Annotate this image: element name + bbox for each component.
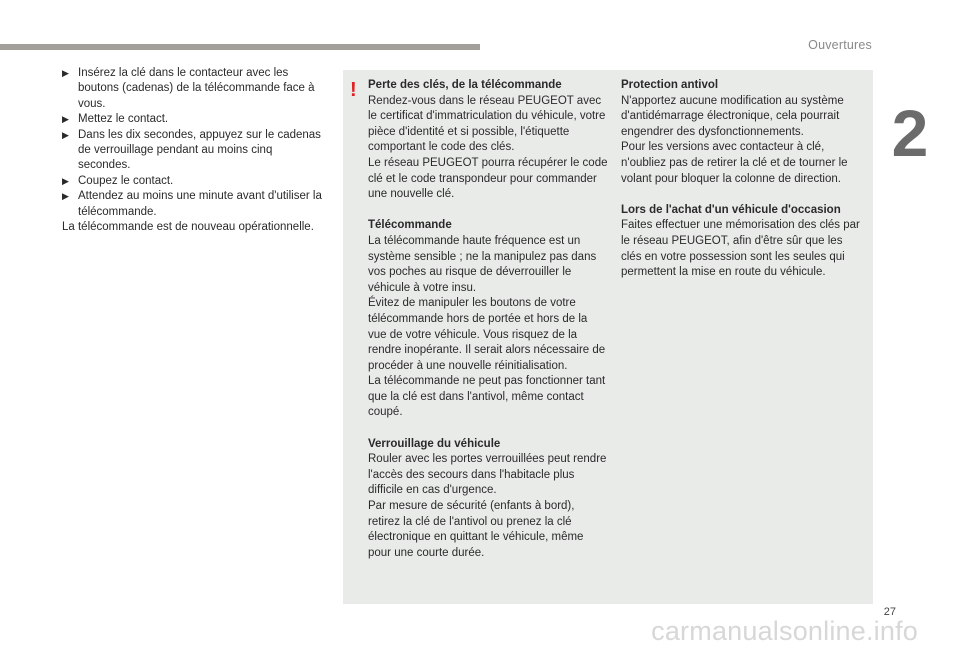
arrow-bullet-icon: ▶	[62, 68, 69, 78]
arrow-bullet-icon: ▶	[62, 191, 69, 202]
note-vehicle-locking	[368, 437, 608, 562]
chapter-number: 2	[891, 96, 929, 170]
note-heading: Perte des clés, de la télécommande	[368, 79, 562, 91]
arrow-bullet-icon: ▶	[62, 129, 69, 140]
step-text: Attendez au moins une minute avant d'utiliser la télécommande.	[78, 190, 322, 218]
note-heading: Télécommande	[368, 219, 452, 232]
note-anti-theft	[621, 78, 861, 187]
note-used-vehicle	[621, 203, 861, 281]
step-text: Dans les dix secondes, appuyez sur le cadenas de verrouillage pendant au moins cinq secondes.	[78, 128, 321, 172]
step-text: Insérez la clé dans le contacteur avec les boutons (cadenas) de la télécommande face à vous.	[78, 67, 315, 110]
note-body: Rendez-vous dans le réseau PEUGEOT avec le certificat d'immatriculation du véhicule, votre pièce d'identité et si possible, l'étiquette comportant le code des clés. Le réseau PEUGEOT pourra récupérer le code clé et le code transpondeur pour commander une nouvelle clé.	[368, 94, 608, 201]
note-heading: Verrouillage du véhicule	[368, 437, 501, 450]
page-number: 27	[883, 606, 896, 618]
note-body: La télécommande haute fréquence est un système sensible ; ne la manipulez pas dans vos poches au risque de déverrouiller le véhicule à votre insu. Évitez de manipuler les boutons de votre télécommande hors de portée et hors de la vue de votre véhicule. Vous risquez de la rendre inopérante. Il serait alors nécessaire de procéder à une nouvelle réinitialisation. La télécommande ne peut pas fonctionner tant que la clé est dans l'antivol, même contact coupé.	[368, 234, 606, 419]
header-rule	[0, 44, 480, 50]
arrow-bullet-icon: ▶	[62, 114, 69, 125]
note-lost-keys	[368, 78, 608, 203]
procedure-step	[62, 128, 324, 174]
procedure-conclusion: La télécommande est de nouveau opérationnelle.	[62, 221, 314, 234]
note-body: N'apportez aucune modification au système d'antidémarrage électronique, cela pourrait engendrer des dysfonctionnements. Pour les versions avec contacteur à clé, n'oubliez pas de retirer la clé et de tourner le volant pour bloquer la colonne de direction.	[621, 94, 848, 185]
warning-column-left	[368, 78, 608, 561]
procedure-steps	[62, 66, 324, 235]
note-heading: Protection antivol	[621, 79, 719, 91]
procedure-step	[62, 174, 324, 189]
procedure-step	[62, 66, 324, 112]
step-text: Coupez le contact.	[78, 174, 174, 187]
note-remote-control	[368, 218, 608, 421]
arrow-bullet-icon: ▶	[62, 175, 69, 186]
watermark: carmanualsonline.info	[651, 616, 918, 646]
procedure-step	[62, 112, 324, 127]
note-body: Faites effectuer une mémorisation des clés par le réseau PEUGEOT, afin d'être sûr que les clés en votre possession sont les seules qui permettent la mise en route du véhicule.	[621, 219, 860, 279]
step-text: Mettez le contact.	[78, 113, 169, 126]
note-heading: Lors de l'achat d'un véhicule d'occasion	[621, 203, 841, 216]
warning-column-right	[621, 78, 861, 281]
note-body: Rouler avec les portes verrouillées peut rendre l'accès des secours dans l'habitacle plus difficile en cas d'urgence. Par mesure de sécurité (enfants à bord), retirez la clé de l'antivol ou prenez la clé électronique en quittant le véhicule, même pour une courte durée.	[368, 453, 607, 559]
procedure-step	[62, 189, 324, 220]
exclamation-warning-icon: !	[350, 79, 357, 101]
section-title: Ouvertures	[808, 38, 872, 52]
